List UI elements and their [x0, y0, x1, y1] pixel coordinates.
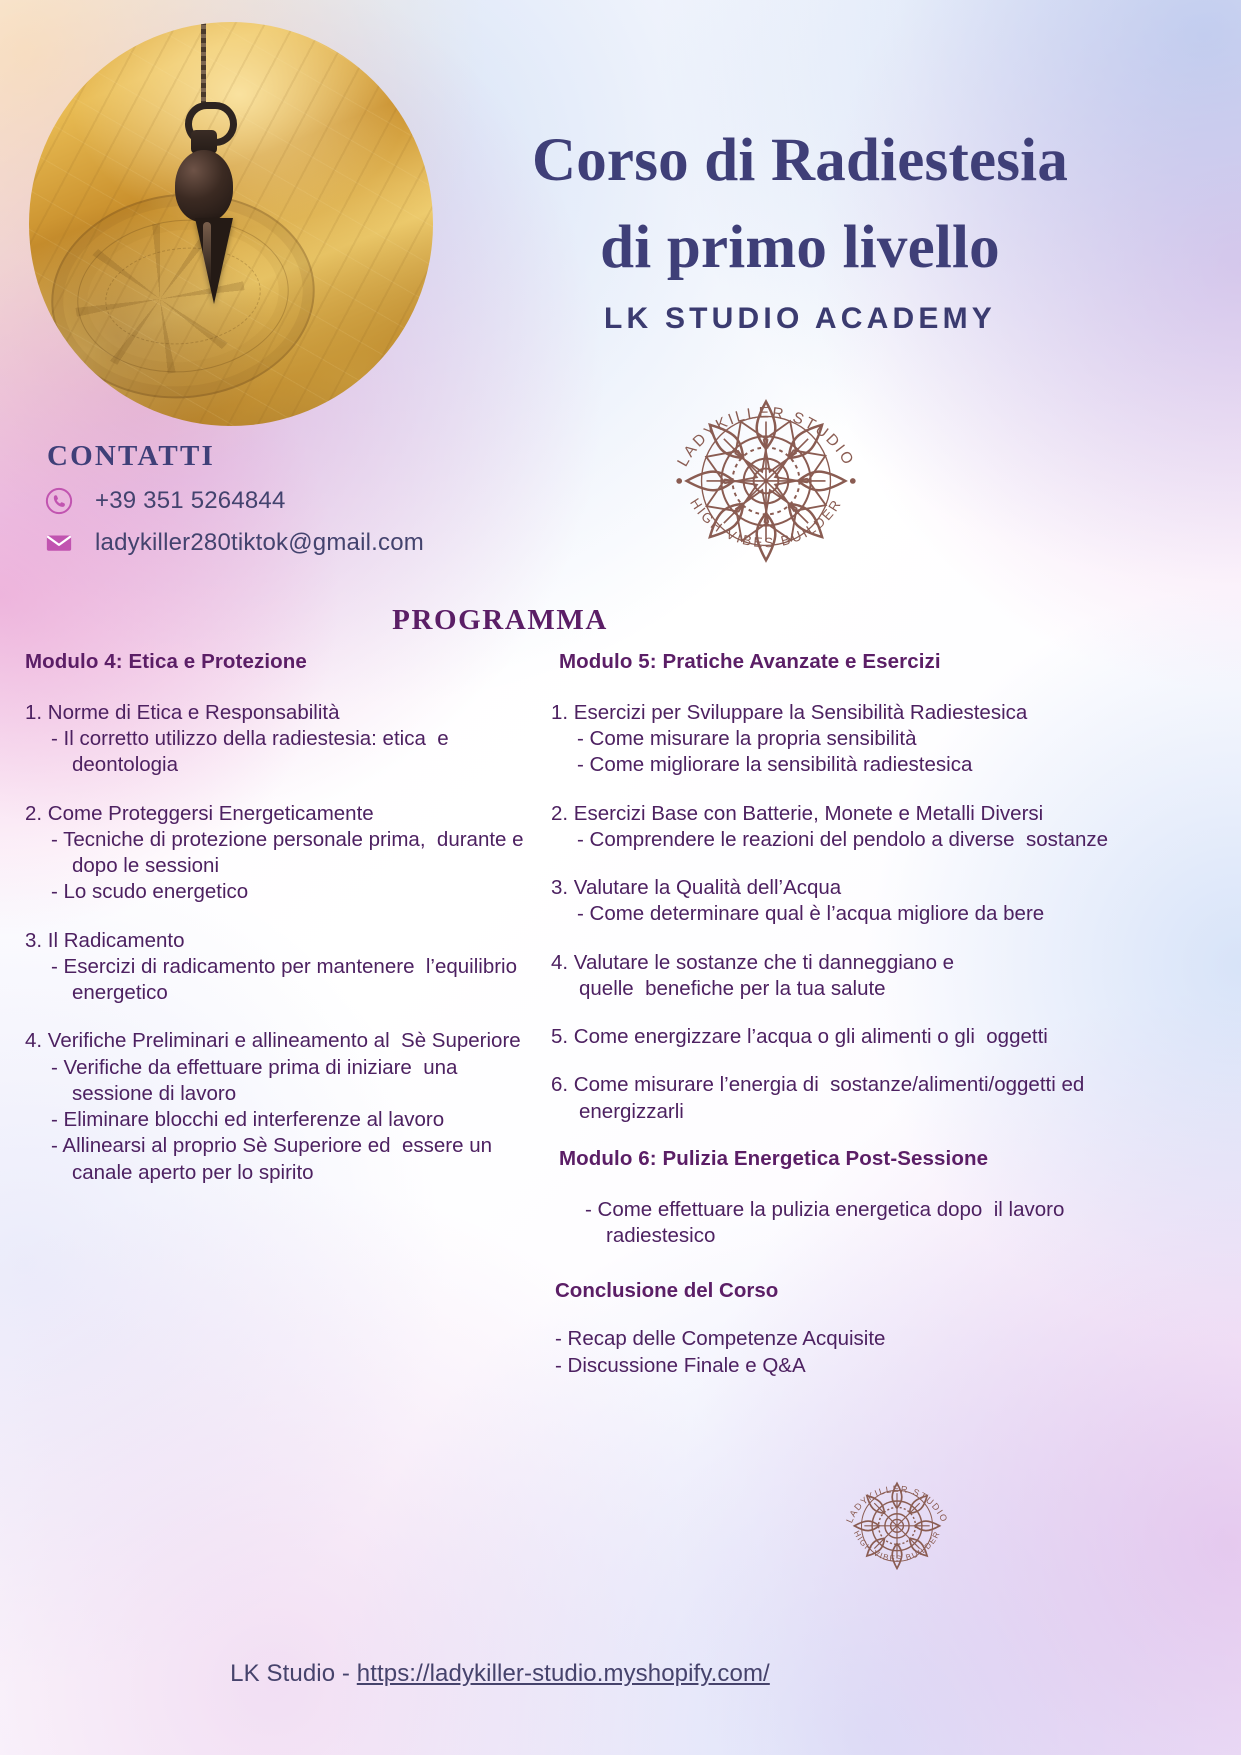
program-item [25, 801, 525, 906]
conclusion-title: Conclusione del Corso [555, 1279, 779, 1303]
pendulum-photo [29, 22, 433, 426]
contacts-heading: CONTATTI [47, 440, 215, 472]
program-item-sub: - Come migliorare la sensibilità radiestesica [577, 753, 973, 777]
module-6-sub: - Come effettuare la pulizia energetica dopo il lavoro radiestesico [585, 1197, 1065, 1248]
program-item-sub: - Allinearsi al proprio Sè Superiore ed essere un canale aperto per lo spirito [51, 1134, 492, 1184]
conclusion-line: - Recap delle Competenze Acquisite [555, 1327, 886, 1351]
program-item-title: 4. Valutare le sostanze che ti danneggiano e quelle benefiche per la tua salute [551, 950, 955, 1000]
program-item-sub: - Il corretto utilizzo della radiestesia: etica e deontologia [51, 727, 449, 777]
phone-number: +39 351 5264844 [95, 487, 286, 514]
program-item-sub: - Esercizi di radicamento per mantenere l’equilibrio energetico [51, 954, 518, 1005]
program-item [551, 700, 1111, 779]
program-item-sub: - Come determinare qual è l’acqua migliore da bere [577, 902, 1045, 926]
program-item [551, 801, 1111, 853]
pendulum-chain [201, 22, 206, 108]
program-item-sub: - Verifiche da effettuare prima di iniziare una sessione di lavoro [51, 1055, 458, 1105]
program-item [25, 1028, 525, 1185]
module-4-title: Modulo 4: Etica e Protezione [25, 650, 307, 673]
contact-email-row[interactable] [45, 529, 515, 557]
footer-logo-bottom-text: HIGH VIBES BUILDER [851, 1529, 943, 1564]
program-item-title: 5. Come energizzare l’acqua o gli alimenti o gli oggetti [551, 1025, 1048, 1049]
pendulum-bob [175, 150, 233, 222]
program-item [25, 928, 525, 1007]
program-item [551, 1024, 1111, 1050]
logo-bottom-text: HIGH VIBES BUILDER [687, 495, 845, 551]
conclusion-line: - Discussione Finale e Q&A [555, 1354, 806, 1378]
module-4-items [25, 700, 525, 1186]
module-5-items [551, 700, 1111, 1125]
footer-prefix: LK Studio - [230, 1660, 357, 1687]
program-item-title: 1. Esercizi per Sviluppare la Sensibilità Radiestesica [551, 701, 1028, 724]
phone-icon [45, 487, 73, 515]
program-item [25, 700, 525, 779]
brand-logo [642, 352, 890, 600]
logo-top-text: LADYKILLER STUDIO [674, 404, 858, 470]
title-block [440, 118, 1160, 336]
program-item-title: 3. Il Radicamento [25, 928, 185, 952]
footer-logo-top-text: LADYKILLER STUDIO [844, 1483, 950, 1525]
course-title-line2: di primo livello [600, 213, 1000, 281]
program-item-sub: - Comprendere le reazioni del pendolo a diverse sostanze [577, 827, 1109, 851]
module-6-title: Modulo 6: Pulizia Energetica Post-Sessione [559, 1146, 989, 1170]
program-item-sub: - Come misurare la propria sensibilità [577, 727, 917, 751]
program-item-sub: - Lo scudo energetico [51, 880, 249, 904]
program-item [551, 1072, 1111, 1124]
program-item-title: 2. Come Proteggersi Energeticamente [25, 801, 374, 825]
contacts-section [45, 440, 515, 571]
program-item-sub: - Eliminare blocchi ed interferenze al lavoro [51, 1108, 445, 1132]
right-column [551, 650, 1111, 1379]
program-item-title: 4. Verifiche Preliminari e allineamento al Sè Superiore [25, 1029, 521, 1053]
program-item-sub: - Tecniche di protezione personale prima, durante e dopo le sessioni [51, 827, 524, 878]
programma-heading: PROGRAMMA [392, 604, 608, 636]
conclusion-lines [551, 1325, 1111, 1379]
program-item [551, 950, 1111, 1002]
program-item [551, 875, 1111, 927]
module-5-title: Modulo 5: Pratiche Avanzate e Esercizi [559, 650, 941, 673]
program-item-title: 6. Come misurare l’energia di sostanze/alimenti/oggetti ed energizzarli [551, 1073, 1085, 1123]
contact-phone-row[interactable] [45, 487, 515, 515]
left-column [25, 650, 525, 1208]
academy-subtitle: LK STUDIO ACADEMY [604, 302, 996, 336]
mail-icon [45, 529, 73, 557]
footer [0, 1660, 1000, 1688]
course-title-line1: Corso di Radiestesia [531, 127, 1069, 194]
pendulum-tip [195, 218, 233, 304]
email-address: ladykiller280tiktok@gmail.com [95, 529, 424, 556]
program-columns [0, 650, 1241, 1530]
program-item-title: 3. Valutare la Qualità dell’Acqua [551, 876, 842, 900]
program-item-title: 2. Esercizi Base con Batterie, Monete e Metalli Diversi [551, 801, 1044, 825]
footer-brand-logo [826, 1452, 968, 1594]
pendulum-highlight [203, 222, 211, 284]
program-item-title: 1. Norme di Etica e Responsabilità [25, 701, 340, 724]
shop-url-link[interactable]: https://ladykiller-studio.myshopify.com/ [356, 1660, 770, 1687]
